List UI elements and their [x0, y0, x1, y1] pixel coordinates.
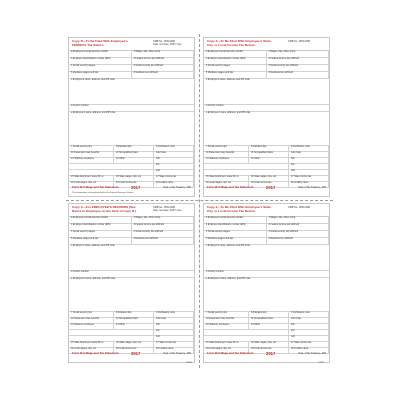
box-4-label: 4 Social security tax withheld [133, 231, 163, 233]
box-6-label: 6 Medicare tax withheld [268, 72, 293, 74]
box-9-label: 9 Verification code [291, 312, 310, 314]
box-6-label: 6 Medicare tax withheld [268, 238, 293, 240]
box-10-label: 10 Dependent care benefits [71, 318, 100, 320]
box-12c-label: 12c [291, 330, 295, 332]
box-12b-label: 12b [156, 158, 160, 160]
box-12d-label: 12d [291, 336, 295, 338]
box-3-label: 3 Social security wages [206, 65, 231, 67]
w2-form-copy-2 [203, 37, 330, 197]
box-16-label: 16 State wages, tips, etc. [116, 176, 142, 178]
box-4-label: 4 Social security tax withheld [268, 65, 298, 67]
box-6-label: 6 Medicare tax withheld [133, 72, 158, 74]
box-1-label: 1 Wages, tips, other comp. [133, 217, 161, 219]
tax-year: 2017 [131, 351, 141, 356]
box-3-label: 3 Social security wages [71, 65, 96, 67]
row-employee-name [69, 277, 194, 312]
row-employee-name [69, 111, 194, 146]
box-11-label: 11 Nonqualified plans [116, 152, 138, 154]
box-8-label: 8 Allocated tips [251, 146, 267, 148]
box-3-label: 3 Social security wages [206, 231, 231, 233]
box-12b-label: 12b [291, 324, 295, 326]
box-20-label: 20 Locality name [291, 182, 309, 184]
box-19-label: 19 Local income tax [251, 348, 272, 350]
box-14-label: 14 Other [251, 324, 260, 326]
box-b-label: b Employer identification number (EIN) [71, 224, 111, 226]
box-3-label: 3 Social security wages [71, 231, 96, 233]
row-employer-name [204, 78, 329, 105]
box-18-label: 18 Local wages, tips, etc. [71, 182, 97, 184]
box-5-label: 5 Medicare wages and tips [71, 238, 99, 240]
row-employee-name [204, 111, 329, 146]
box-18-label: 18 Local wages, tips, etc. [71, 348, 97, 350]
tax-year: 2017 [266, 185, 276, 190]
copy-designation: Copy C—For EMPLOYEE'S RECORDS (See Notice to Employee on the back of Copy B.) [72, 205, 137, 213]
box-15-label: 15 State Employer's state ID no. [206, 342, 239, 344]
box-12a-label: 12a Code [291, 318, 301, 320]
box-19-label: 19 Local income tax [116, 348, 137, 350]
box-12c-label: 12c [291, 164, 295, 166]
w2-form-copy-4 [203, 203, 330, 363]
box-d-label: d Control number [71, 271, 89, 273]
box-20-label: 20 Locality name [156, 182, 174, 184]
box-12a-label: 12a Code [291, 152, 301, 154]
box-13-label: 13 Statutory employee [71, 158, 94, 160]
box-e-label: e Employee's name, address, and ZIP code [71, 278, 116, 280]
box-17-label: 17 State income tax [291, 342, 312, 344]
box-7-label: 7 Social security tips [71, 146, 92, 148]
box-17-label: 17 State income tax [156, 342, 177, 344]
box-2-label: 2 Federal income tax withheld [268, 224, 300, 226]
box-a-label: a Employee's social security number [206, 51, 244, 53]
copy-designation: Copy B—To Be Filed With Employee's FEDERAL Tax Return. [72, 39, 128, 47]
box-8-label: 8 Allocated tips [116, 146, 132, 148]
box-2-label: 2 Federal income tax withheld [133, 224, 165, 226]
box-17-label: 17 State income tax [291, 176, 312, 178]
box-11-label: 11 Nonqualified plans [251, 152, 273, 154]
tax-year: 2017 [266, 351, 276, 356]
box-13-label: 13 Statutory employee [71, 324, 94, 326]
box-1-label: 1 Wages, tips, other comp. [268, 217, 296, 219]
box-c-label: c Employer's name, address, and ZIP code [71, 245, 115, 247]
box-8-label: 8 Allocated tips [116, 312, 132, 314]
box-7-label: 7 Social security tips [71, 312, 92, 314]
irs-note: This information is being furnished to the Internal Revenue Service. [72, 192, 134, 194]
box-c-label: c Employer's name, address, and ZIP code [71, 79, 115, 81]
box-5-label: 5 Medicare wages and tips [206, 238, 234, 240]
box-13-label: 13 Statutory employee [206, 158, 229, 160]
box-13-label: 13 Statutory employee [206, 324, 229, 326]
box-a-label: a Employee's social security number [71, 51, 109, 53]
box-10-label: 10 Dependent care benefits [206, 152, 235, 154]
box-20-label: 20 Locality name [291, 348, 309, 350]
box-12c-label: 12c [156, 330, 160, 332]
box-12a-label: 12a Code [156, 152, 166, 154]
box-16-label: 16 State wages, tips, etc. [116, 342, 142, 344]
irs-dept: Dept. of the Treasury—IRS [298, 187, 326, 189]
box-c-label: c Employer's name, address, and ZIP code [206, 245, 250, 247]
box-e-label: e Employee's name, address, and ZIP code [71, 112, 116, 114]
box-12d-label: 12d [156, 170, 160, 172]
box-12a-label: 12a Code [156, 318, 166, 320]
row-employer-name [69, 244, 194, 271]
box-9-label: 9 Verification code [156, 146, 175, 148]
form-title: Form W-2 Wage and Tax Statement [207, 351, 254, 355]
box-b-label: b Employer identification number (EIN) [71, 58, 111, 60]
box-4-label: 4 Social security tax withheld [268, 231, 298, 233]
form-code-left: LW2B [186, 362, 192, 364]
box-2-label: 2 Federal income tax withheld [133, 58, 165, 60]
box-d-label: d Control number [71, 105, 89, 107]
box-5-label: 5 Medicare wages and tips [71, 72, 99, 74]
box-11-label: 11 Nonqualified plans [116, 318, 138, 320]
box-19-label: 19 Local income tax [251, 182, 272, 184]
box-7-label: 7 Social security tips [206, 312, 227, 314]
box-b-label: b Employer identification number (EIN) [206, 224, 246, 226]
box-15-label: 15 State Employer's state ID no. [206, 176, 239, 178]
box-15-label: 15 State Employer's state ID no. [71, 342, 104, 344]
form-title: Form W-2 Wage and Tax Statement [207, 185, 254, 189]
box-18-label: 18 Local wages, tips, etc. [206, 348, 232, 350]
tax-year: 2017 [131, 185, 141, 190]
irs-dept: Dept. of the Treasury—IRS [298, 353, 326, 355]
vertical-perforation [199, 34, 200, 368]
form-code-right: L2W2 [318, 362, 324, 364]
box-19-label: 19 Local income tax [116, 182, 137, 184]
horizontal-perforation [66, 200, 333, 201]
box-20-label: 20 Locality name [156, 348, 174, 350]
box-12d-label: 12d [156, 336, 160, 338]
box-9-label: 9 Verification code [291, 146, 310, 148]
box-10-label: 10 Dependent care benefits [206, 318, 235, 320]
omb-number: OMB No. 1545-0008 Safe, accurate, FAST! Use [153, 206, 182, 213]
box-2-label: 2 Federal income tax withheld [268, 58, 300, 60]
box-12d-label: 12d [291, 170, 295, 172]
box-7-label: 7 Social security tips [206, 146, 227, 148]
box-17-label: 17 State income tax [156, 176, 177, 178]
box-15-label: 15 State Employer's state ID no. [71, 176, 104, 178]
box-d-label: d Control number [206, 105, 224, 107]
box-11-label: 11 Nonqualified plans [251, 318, 273, 320]
box-16-label: 16 State wages, tips, etc. [251, 176, 277, 178]
box-d-label: d Control number [206, 271, 224, 273]
w2-form-copy-3 [68, 203, 195, 363]
row-employer-name [69, 78, 194, 105]
form-title: Form W-2 Wage and Tax Statement [72, 185, 119, 189]
box-16-label: 16 State wages, tips, etc. [251, 342, 277, 344]
box-5-label: 5 Medicare wages and tips [206, 72, 234, 74]
row-employer-name [204, 244, 329, 271]
box-10-label: 10 Dependent care benefits [71, 152, 100, 154]
box-14-label: 14 Other [116, 158, 125, 160]
irs-dept: Dept. of the Treasury—IRS [163, 353, 191, 355]
box-8-label: 8 Allocated tips [251, 312, 267, 314]
box-b-label: b Employer identification number (EIN) [206, 58, 246, 60]
box-1-label: 1 Wages, tips, other comp. [133, 51, 161, 53]
box-12b-label: 12b [291, 158, 295, 160]
box-e-label: e Employee's name, address, and ZIP code [206, 112, 251, 114]
box-4-label: 4 Social security tax withheld [133, 65, 163, 67]
box-a-label: a Employee's social security number [206, 217, 244, 219]
box-a-label: a Employee's social security number [71, 217, 109, 219]
row-employee-name [204, 277, 329, 312]
copy-designation: Copy 2—To Be Filed With Employee's State, City, or Local Income Tax Return. [207, 205, 272, 213]
box-14-label: 14 Other [116, 324, 125, 326]
box-12c-label: 12c [156, 164, 160, 166]
copy-designation: Copy 2—To Be Filed With Employee's State, City, or Local Income Tax Return. [207, 39, 272, 47]
box-6-label: 6 Medicare tax withheld [133, 238, 158, 240]
omb-number: OMB No. 1545-0008 [288, 40, 310, 43]
omb-number: OMB No. 1545-0008 [288, 206, 310, 209]
irs-dept: Dept. of the Treasury—IRS [163, 187, 191, 189]
box-12b-label: 12b [156, 324, 160, 326]
box-14-label: 14 Other [251, 158, 260, 160]
box-1-label: 1 Wages, tips, other comp. [268, 51, 296, 53]
w2-form-copy-1 [68, 37, 195, 197]
box-18-label: 18 Local wages, tips, etc. [206, 182, 232, 184]
form-title: Form W-2 Wage and Tax Statement [72, 351, 119, 355]
box-9-label: 9 Verification code [156, 312, 175, 314]
omb-number: OMB No. 1545-0008 Safe, accurate, FAST! Use [153, 40, 182, 47]
box-c-label: c Employer's name, address, and ZIP code [206, 79, 250, 81]
box-e-label: e Employee's name, address, and ZIP code [206, 278, 251, 280]
